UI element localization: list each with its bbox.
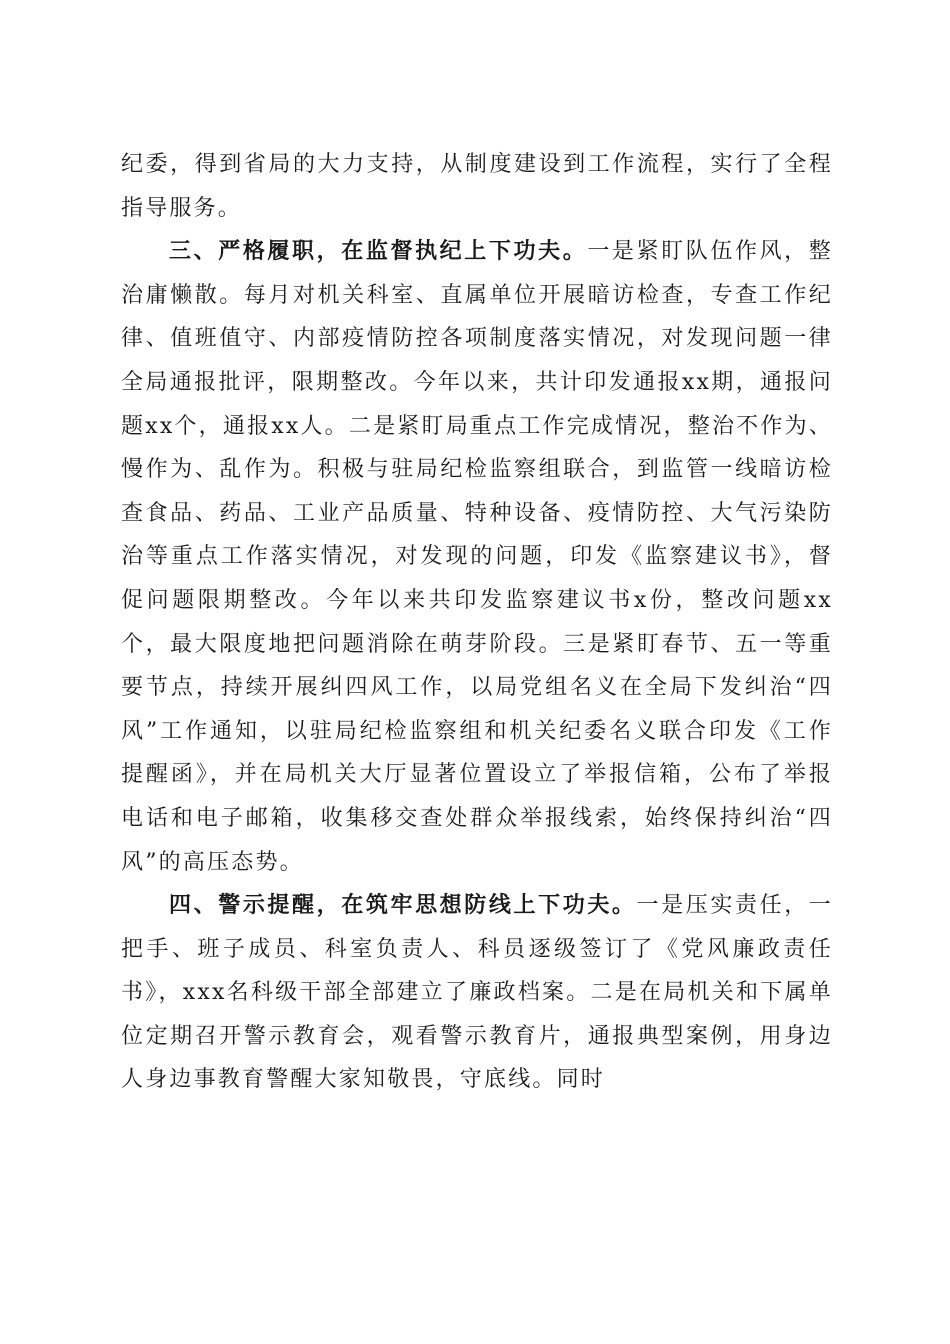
document-body [121, 143, 833, 1102]
paragraph-continuation [121, 143, 833, 230]
paragraph-section-3 [121, 230, 833, 884]
paragraph-body: 一是紧盯队伍作风，整治庸懒散。每月对机关科室、直属单位开展暗访检查，专查工作纪律、值班值守、内部疫情防控各项制度落实情况，对发现问题一律全局通报批评，限期整改。今年以来，共计印发通报xx期，通报问题xx个，通报xx人。二是紧盯局重点工作完成情况，整治不作为、慢作为、乱作为。积极与驻局纪检监察组联合，到监管一线暗访检查食品、药品、工业产品质量、特种设备、疫情防控、大气污染防治等重点工作落实情况，对发现的问题，印发《监察建议书》，督促问题限期整改。今年以来共印发监察建议书x份，整改问题xx个，最大限度地把问题消除在萌芽阶段。三是紧盯春节、五一等重要节点，持续开展纠四风工作，以局党组名义在全局下发纠治“四风”工作通知，以驻局纪检监察组和机关纪委名义联合印发《工作提醒函》，并在局机关大厅显著位置设立了举报信箱，公布了举报电话和电子邮箱，收集移交查处群众举报线索，始终保持纠治“四风”的高压态势。 [121, 239, 833, 875]
paragraph-body: 一是压实责任，一把手、班子成员、科室负责人、科员逐级签订了《党风廉政责任书》，xxx名科级干部全部建立了廉政档案。二是在局机关和下属单位定期召开警示教育会，观看警示教育片，通报典型案例，用身边人身边事教育警醒大家知敬畏，守底线。同时 [121, 893, 833, 1093]
paragraph-body: 纪委，得到省局的大力支持，从制度建设到工作流程，实行了全程指导服务。 [121, 152, 833, 221]
section-heading: 四、警示提醒，在筑牢思想防线上下功夫。 [169, 892, 637, 919]
paragraph-section-4 [121, 884, 833, 1102]
section-heading: 三、严格履职，在监督执纪上下功夫。 [169, 238, 588, 265]
